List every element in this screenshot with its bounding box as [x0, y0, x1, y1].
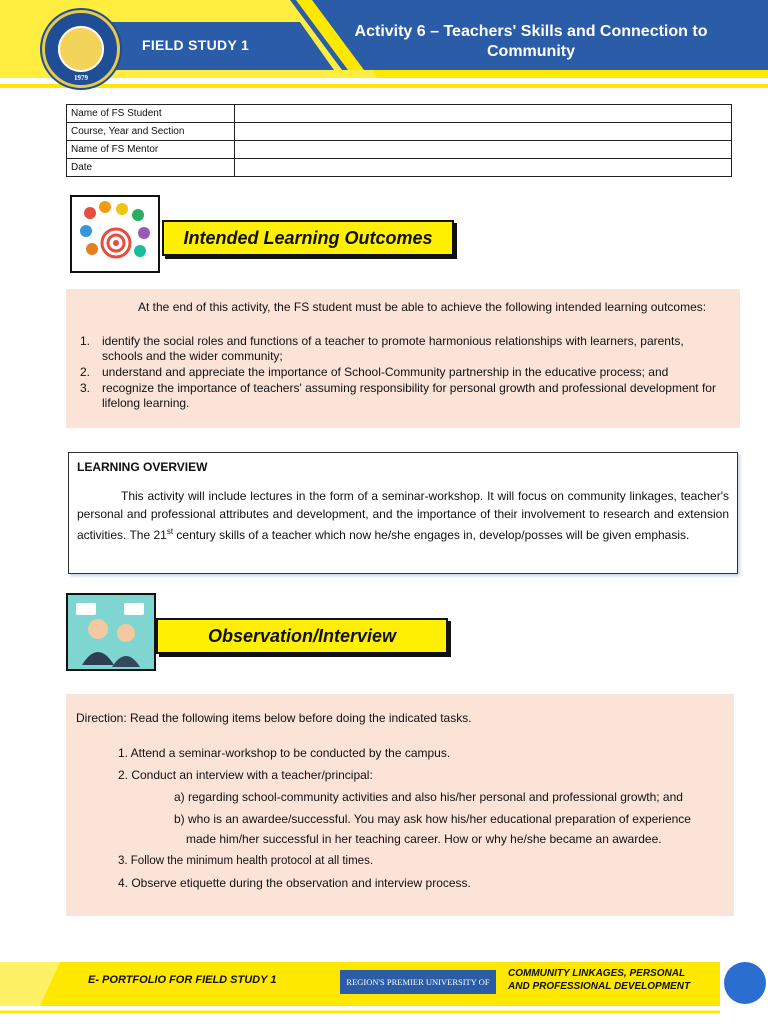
info-label: Name of FS Student: [67, 105, 235, 123]
page-circle-icon: [724, 962, 766, 1004]
list-text: identify the social roles and functions of a teacher to promote harmonious relationships with learners, parents, schools and the wider community;: [102, 334, 684, 363]
table-row: [67, 105, 732, 123]
table-row: [67, 123, 732, 141]
task-subitem: a) regarding school-community activities and also his/her personal and professional growth; and: [174, 790, 683, 804]
list-number: 1.: [80, 334, 91, 348]
university-seal: [42, 10, 120, 88]
seal-year: 1979: [74, 74, 88, 82]
task-item: 4. Observe etiquette during the observation and interview process.: [118, 876, 471, 890]
overview-text-part: This activity will include lectures in the form of a seminar-workshop. It will focus on community linkages, teacher's personal and professional attributes and development, and the importance of their involvement to research and extension activities. The 21: [77, 489, 729, 542]
info-value-field[interactable]: [235, 105, 732, 123]
footer-topic-line: COMMUNITY LINKAGES, PERSONAL: [508, 968, 686, 979]
task-item: 3. Follow the minimum health protocol at all times.: [118, 855, 374, 867]
overview-text-part: century skills of a teacher which now he/she engages in, develop/posses will be given emphasis.: [173, 528, 690, 542]
overview-superscript: st: [166, 527, 174, 536]
overview-title: LEARNING OVERVIEW: [77, 460, 208, 474]
target-goals-icon: [72, 197, 158, 271]
list-item: [80, 334, 720, 364]
interview-people-icon: [68, 595, 154, 669]
overview-text: [77, 487, 729, 544]
footer-portfolio-label: E- PORTFOLIO FOR FIELD STUDY 1: [88, 974, 277, 986]
page-header: [0, 0, 768, 92]
footer-university-tag: REGION'S PREMIER UNIVERSITY OF: [340, 970, 496, 994]
info-label: Course, Year and Section: [67, 123, 235, 141]
learning-overview-box: [68, 452, 738, 574]
outcomes-intro: At the end of this activity, the FS student must be able to achieve the following intended learning outcomes:: [138, 300, 707, 314]
list-text: understand and appreciate the importance of School-Community partnership in the educative process; and: [102, 365, 669, 379]
list-item: [80, 381, 720, 411]
task-item: 2. Conduct an interview with a teacher/principal:: [118, 768, 373, 782]
info-value-field[interactable]: [235, 141, 732, 159]
direction-text: Direction: Read the following items below before doing the indicated tasks.: [76, 711, 472, 725]
list-item: [80, 365, 720, 380]
info-label: Name of FS Mentor: [67, 141, 235, 159]
task-subitem-continued: made him/her successful in her teaching career. How or why he/she became an awardee.: [186, 832, 662, 846]
table-row: [67, 159, 732, 177]
seal-emblem-icon: [58, 26, 104, 72]
task-subitem: b) who is an awardee/successful. You may ask how his/her educational preparation of experience: [174, 812, 691, 826]
student-info-table: [66, 104, 732, 177]
section-heading-observation: Observation/Interview: [156, 618, 448, 654]
course-label: FIELD STUDY 1: [142, 37, 250, 53]
info-label: Date: [67, 159, 235, 177]
list-number: 2.: [80, 365, 91, 379]
footer-course-topic: [508, 967, 690, 993]
page-footer: [0, 958, 768, 1018]
footer-topic-line: AND PROFESSIONAL DEVELOPMENT: [508, 981, 691, 992]
table-row: [67, 141, 732, 159]
section-heading-outcomes: Intended Learning Outcomes: [162, 220, 454, 256]
observation-thumbnail: [66, 593, 156, 671]
list-text: recognize the importance of teachers' assuming responsibility for personal growth and professional development for lifelong learning.: [102, 381, 716, 410]
info-value-field[interactable]: [235, 123, 732, 141]
outcomes-list: [80, 334, 720, 412]
activity-title: Activity 6 – Teachers' Skills and Connection to Community: [354, 23, 708, 60]
task-item: 1. Attend a seminar-workshop to be conducted by the campus.: [118, 746, 451, 760]
list-number: 3.: [80, 381, 91, 395]
info-value-field[interactable]: [235, 159, 732, 177]
outcomes-thumbnail: [70, 195, 160, 273]
